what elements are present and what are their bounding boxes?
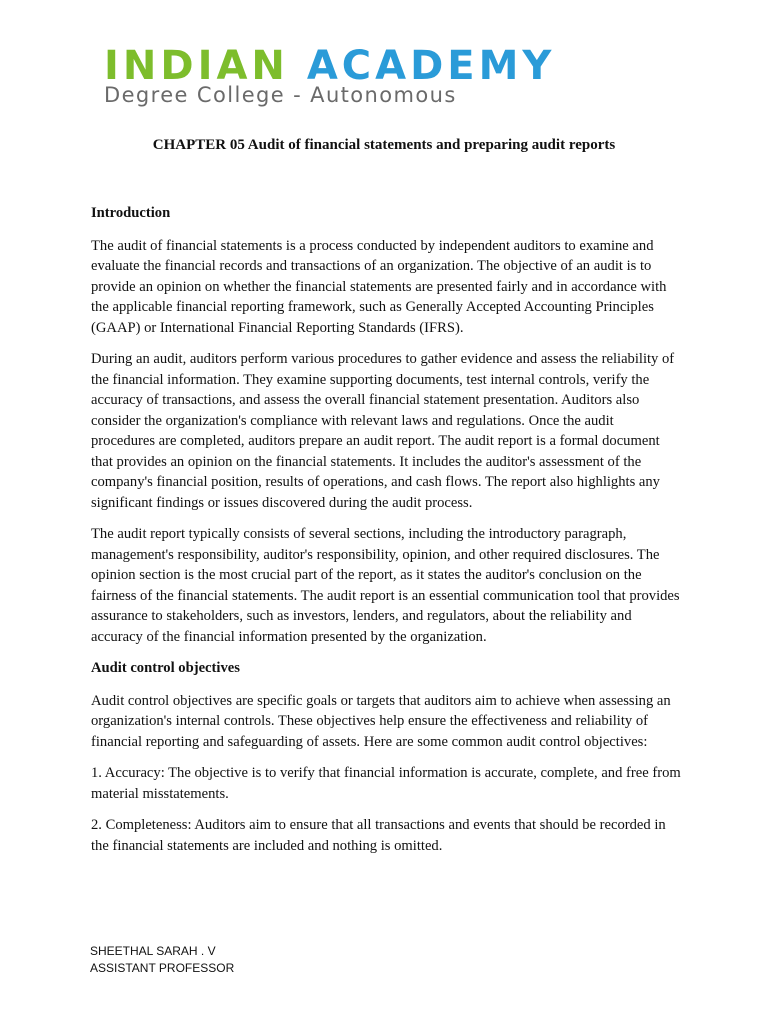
paragraph: During an audit, auditors perform various procedures to gather evidence and assess the reliability of the financial information. They examine supporting documents, test internal controls, verify the accuracy of transactions, and assess the overall financial statement presentation. Auditors also consider the organization's compliance with relevant laws and regulations. Once the audit procedures are completed, auditors prepare an audit report. The audit report is a formal document that provides an opinion on the financial statements. It includes the auditor's assessment of the company's financial position, results of operations, and cash flows. The report also highlights any significant findings or issues discovered during the audit process. [91,351,675,511]
section-heading-audit-control-objectives: Audit control objectives [91,660,240,676]
college-logo [104,43,664,107]
logo-word-academy: ACADEMY [306,43,556,89]
section-heading-introduction: Introduction [91,205,171,221]
logo-subtitle: Degree College - Autonomous [104,83,457,107]
paragraph: The audit report typically consists of several sections, including the introductory paragraph, management's responsibility, auditor's responsibility, opinion, and other required disclosures. The opinion section is the most crucial part of the report, as it states the auditor's conclusion on the fairness of the financial statements. The audit report is an essential communication tool that provides assurance to stakeholders, such as investors, lenders, and regulators, about the reliability and accuracy of the financial information presented by the organization. [91,526,680,645]
paragraph: Audit control objectives are specific goals or targets that auditors aim to achieve when assessing an organization's internal controls. These objectives help ensure the effectiveness and reliability of financial reporting and safeguarding of assets. Here are some common audit control objectives: [91,692,671,750]
author-name: SHEETHAL SARAH . V [90,944,216,958]
list-item: 1. Accuracy: The objective is to verify that financial information is accurate, complete, and free from material misstatements. [91,765,681,802]
author-title: ASSISTANT PROFESSOR [90,961,235,975]
author-footer [90,943,234,977]
logo-wordmark [104,43,664,89]
paragraph: The audit of financial statements is a process conducted by independent auditors to examine and evaluate the financial records and transactions of an organization. The objective of an audit is to provide an opinion on whether the financial statements are presented fairly and in accordance with the applicable financial reporting framework, such as Generally Accepted Accounting Principles (GAAP) or International Financial Reporting Standards (IFRS). [91,237,667,336]
chapter-title: CHAPTER 05 Audit of financial statements and preparing audit reports [152,137,616,153]
list-item: 2. Completeness: Auditors aim to ensure that all transactions and events that should be recorded in the financial statements are included and nothing is omitted. [91,817,666,854]
logo-word-indian: INDIAN [104,43,289,89]
document-body [91,203,681,867]
